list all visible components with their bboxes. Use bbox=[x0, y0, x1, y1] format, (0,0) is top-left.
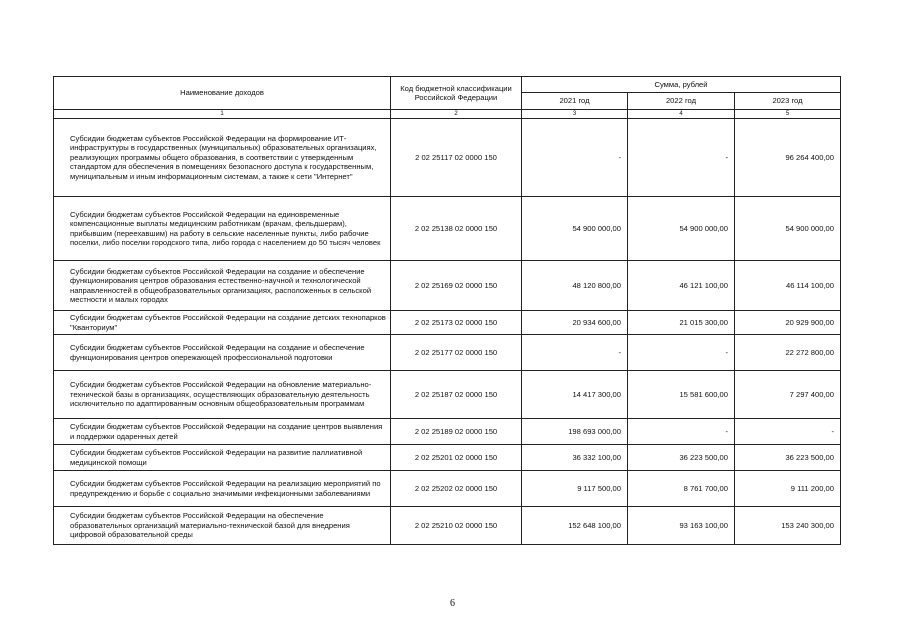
header-sum-column: Сумма, рублей bbox=[522, 77, 841, 93]
column-index: 5 bbox=[735, 110, 841, 119]
revenue-name: Субсидии бюджетам субъектов Российской Федерации на развитие паллиативной медицинской помощи bbox=[54, 445, 391, 471]
amount-2023: 22 272 800,00 bbox=[735, 335, 841, 371]
amount-2023: 153 240 300,00 bbox=[735, 507, 841, 545]
amount-2021: 9 117 500,00 bbox=[522, 471, 628, 507]
table-row bbox=[54, 261, 841, 311]
amount-2023: 7 297 400,00 bbox=[735, 371, 841, 419]
header-name-column: Наименование доходов bbox=[54, 77, 391, 110]
budget-code: 2 02 25117 02 0000 150 bbox=[391, 119, 522, 197]
amount-2023: 20 929 900,00 bbox=[735, 311, 841, 335]
amount-2022: 15 581 600,00 bbox=[628, 371, 735, 419]
revenue-name: Субсидии бюджетам субъектов Российской Федерации на создание и обеспечение функционирования центров образования естественно-научной и технологической направленностей в общеобразовательных организациях, расположенных в сельской местности и малых городах bbox=[54, 261, 391, 311]
column-index: 3 bbox=[522, 110, 628, 119]
header-code-column: Код бюджетной классификации Российской Федерации bbox=[391, 77, 522, 110]
table-row bbox=[54, 507, 841, 545]
table-row bbox=[54, 371, 841, 419]
header-year-2023: 2023 год bbox=[735, 93, 841, 110]
amount-2022: 93 163 100,00 bbox=[628, 507, 735, 545]
amount-2023: - bbox=[735, 419, 841, 445]
amount-2023: 54 900 000,00 bbox=[735, 197, 841, 261]
amount-2021: 14 417 300,00 bbox=[522, 371, 628, 419]
amount-2022: 8 761 700,00 bbox=[628, 471, 735, 507]
amount-2022: 54 900 000,00 bbox=[628, 197, 735, 261]
revenue-name: Субсидии бюджетам субъектов Российской Федерации на обеспечение образовательных организаций материально-технической базой для внедрения цифровой образовательной среды bbox=[54, 507, 391, 545]
revenue-table bbox=[53, 76, 841, 545]
revenue-name: Субсидии бюджетам субъектов Российской Федерации на создание центров выявления и поддержки одаренных детей bbox=[54, 419, 391, 445]
budget-code: 2 02 25138 02 0000 150 bbox=[391, 197, 522, 261]
amount-2022: - bbox=[628, 419, 735, 445]
amount-2023: 36 223 500,00 bbox=[735, 445, 841, 471]
revenue-name: Субсидии бюджетам субъектов Российской Федерации на создание детских технопарков "Кванториум" bbox=[54, 311, 391, 335]
budget-code: 2 02 25169 02 0000 150 bbox=[391, 261, 522, 311]
amount-2022: 21 015 300,00 bbox=[628, 311, 735, 335]
amount-2023: 9 111 200,00 bbox=[735, 471, 841, 507]
amount-2021: 36 332 100,00 bbox=[522, 445, 628, 471]
amount-2021: 48 120 800,00 bbox=[522, 261, 628, 311]
header-year-2021: 2021 год bbox=[522, 93, 628, 110]
revenue-name: Субсидии бюджетам субъектов Российской Федерации на обновление материально-технической базы в организациях, осуществляющих образовательную деятельность исключительно по адаптированным основным общеобразовательным программам bbox=[54, 371, 391, 419]
header-year-2022: 2022 год bbox=[628, 93, 735, 110]
budget-code: 2 02 25173 02 0000 150 bbox=[391, 311, 522, 335]
amount-2022: 36 223 500,00 bbox=[628, 445, 735, 471]
amount-2021: - bbox=[522, 335, 628, 371]
column-index: 1 bbox=[54, 110, 391, 119]
table-row bbox=[54, 471, 841, 507]
revenue-name: Субсидии бюджетам субъектов Российской Федерации на единовременные компенсационные выплаты медицинским работникам (врачам, фельдшерам), прибывшим (переехавшим) на работу в сельские населенные пункты, либо рабочие поселки, либо поселки городского типа, либо города с населением до 50 тысяч человек bbox=[54, 197, 391, 261]
budget-code: 2 02 25201 02 0000 150 bbox=[391, 445, 522, 471]
budget-code: 2 02 25210 02 0000 150 bbox=[391, 507, 522, 545]
amount-2022: - bbox=[628, 119, 735, 197]
column-index: 4 bbox=[628, 110, 735, 119]
amount-2023: 96 264 400,00 bbox=[735, 119, 841, 197]
page-number: 6 bbox=[450, 598, 455, 609]
amount-2023: 46 114 100,00 bbox=[735, 261, 841, 311]
table-row bbox=[54, 419, 841, 445]
amount-2022: - bbox=[628, 335, 735, 371]
column-index: 2 bbox=[391, 110, 522, 119]
budget-code: 2 02 25187 02 0000 150 bbox=[391, 371, 522, 419]
amount-2021: 54 900 000,00 bbox=[522, 197, 628, 261]
amount-2021: - bbox=[522, 119, 628, 197]
table-row bbox=[54, 197, 841, 261]
revenue-name: Субсидии бюджетам субъектов Российской Федерации на реализацию мероприятий по предупреждению и борьбе с социально значимыми инфекционными заболеваниями bbox=[54, 471, 391, 507]
table-row bbox=[54, 445, 841, 471]
amount-2021: 20 934 600,00 bbox=[522, 311, 628, 335]
revenue-name: Субсидии бюджетам субъектов Российской Федерации на создание и обеспечение функционирования центров опережающей профессиональной подготовки bbox=[54, 335, 391, 371]
amount-2021: 198 693 000,00 bbox=[522, 419, 628, 445]
amount-2022: 46 121 100,00 bbox=[628, 261, 735, 311]
table-row bbox=[54, 119, 841, 197]
budget-code: 2 02 25202 02 0000 150 bbox=[391, 471, 522, 507]
budget-code: 2 02 25177 02 0000 150 bbox=[391, 335, 522, 371]
amount-2021: 152 648 100,00 bbox=[522, 507, 628, 545]
budget-code: 2 02 25189 02 0000 150 bbox=[391, 419, 522, 445]
revenue-name: Субсидии бюджетам субъектов Российской Федерации на формирование ИТ-инфраструктуры в государственных (муниципальных) образовательных организациях, реализующих программы общего образования, в соответствии с утвержденным стандартом для обеспечения в помещениях безопасного доступа к государственным, муниципальным и иным информационным системам, а также к сети "Интернет" bbox=[54, 119, 391, 197]
table-row bbox=[54, 335, 841, 371]
table-row bbox=[54, 311, 841, 335]
